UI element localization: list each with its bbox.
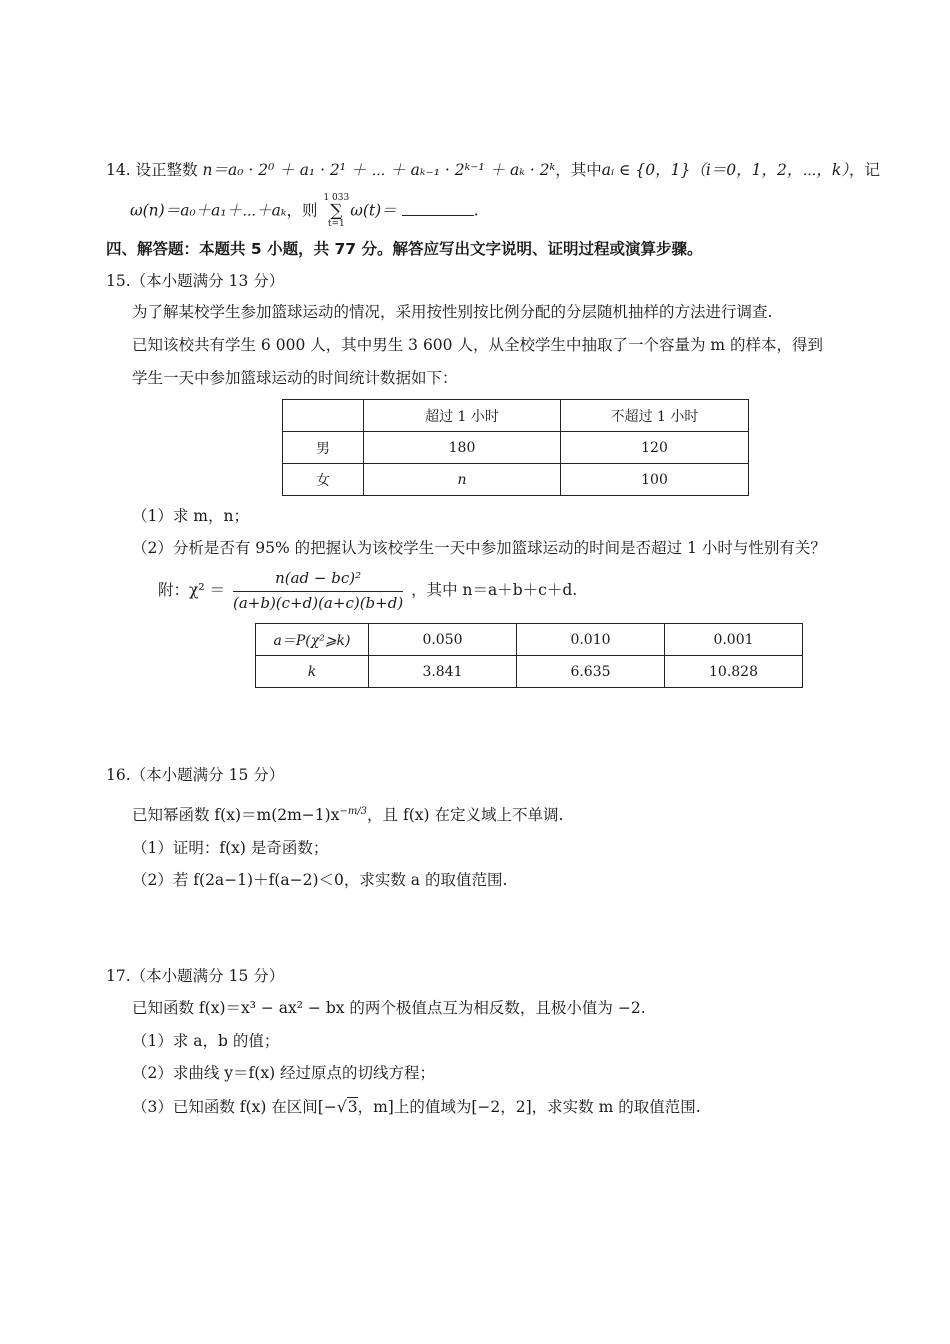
table-cell: n: [364, 464, 561, 496]
table-header-cell: 超过 1 小时: [364, 400, 561, 432]
q14-n-expansion: n＝a₀ · 2⁰ ＋ a₁ · 2¹ ＋ ⋯ ＋ aₖ₋₁ · 2ᵏ⁻¹ ＋ aₖ · 2ᵏ: [202, 161, 556, 179]
q15-part-2: （2）分析是否有 95% 的把握认为该校学生一天中参加篮球运动的时间是否超过 1 小时与性别有关？: [132, 539, 826, 557]
table-cell: 男: [283, 432, 364, 464]
formula-prefix: 附：χ² ＝: [158, 581, 226, 599]
q14-condition: aᵢ ∈ {0，1}（i＝0，1，2，⋯，k）: [601, 161, 849, 179]
table-cell: 女: [283, 464, 364, 496]
chi-square-formula: [158, 569, 577, 613]
table-cell: 100: [561, 464, 749, 496]
q15-part-1: （1）求 m，n；: [132, 507, 249, 525]
survey-table: [282, 399, 749, 496]
q14-suffix: ，记: [849, 161, 881, 179]
table-row: [256, 656, 803, 688]
table-cell: 6.635: [517, 656, 665, 688]
critical-value-table: [255, 623, 803, 688]
formula-fraction: [233, 569, 403, 613]
q16-title: 16.（本小题满分 15 分）: [106, 766, 285, 784]
q16-stem-start: 已知幂函数 f(x)＝m(2m−1)x: [132, 806, 340, 825]
q14-line1: [106, 160, 880, 180]
q14-summand: ω(t)＝: [350, 201, 397, 220]
q16-exponent: −m/3: [339, 806, 368, 817]
section-heading: 四、解答题：本题共 5 小题，共 77 分。解答应写出文字说明、证明过程或演算步骤。: [106, 240, 703, 258]
q16-part-1: （1）证明：f(x) 是奇函数；: [132, 839, 329, 857]
table-row: [256, 624, 803, 656]
table-cell: 120: [561, 432, 749, 464]
table-header-cell: 不超过 1 小时: [561, 400, 749, 432]
q15-paragraph-3: 学生一天中参加篮球运动的时间统计数据如下：: [132, 369, 458, 387]
q16-stem: [132, 805, 563, 825]
formula-numerator: n(ad − bc)²: [233, 569, 403, 592]
q15-title: 15.（本小题满分 13 分）: [106, 272, 285, 290]
q17-part-3: [132, 1097, 701, 1117]
q17-part-3-end: ，m]上的值域为[−2，2]，求实数 m 的取值范围.: [357, 1098, 701, 1116]
sqrt-radicand: 3: [347, 1098, 358, 1116]
formula-suffix: ，其中 n＝a＋b＋c＋d.: [411, 581, 578, 599]
table-row: [283, 432, 749, 464]
q14-then: ，则: [286, 201, 318, 220]
q14-prefix: 设正整数: [135, 161, 198, 179]
table-header-row: [283, 400, 749, 432]
table-cell: 0.050: [369, 624, 517, 656]
table-cell: 0.001: [665, 624, 803, 656]
formula-denominator: (a+b)(c+d)(a+c)(b+d): [232, 593, 404, 612]
q14-line2: [130, 194, 479, 229]
table-cell: k: [256, 656, 369, 688]
q15-paragraph-1: 为了解某校学生参加篮球运动的情况，采用按性别按比例分配的分层随机抽样的方法进行调查.: [132, 303, 773, 321]
sum-upper-limit: 1 033: [323, 193, 350, 203]
sum-lower-limit: t=1: [327, 219, 345, 229]
table-cell: 0.010: [517, 624, 665, 656]
q17-part-3-start: （3）已知函数 f(x) 在区间[−: [132, 1098, 337, 1116]
q14-number: 14.: [106, 161, 131, 179]
q17-part-2: （2）求曲线 y＝f(x) 经过原点的切线方程；: [132, 1064, 436, 1082]
table-cell: 3.841: [369, 656, 517, 688]
table-cell: 10.828: [665, 656, 803, 688]
q14-omega-def: ω(n)＝a₀＋a₁＋⋯＋aₖ: [130, 201, 287, 220]
table-header-cell: [283, 400, 364, 432]
q16-stem-end: ，且 f(x) 在定义域上不单调.: [367, 806, 564, 825]
q17-part-1: （1）求 a，b 的值；: [132, 1032, 280, 1050]
table-row: [283, 464, 749, 496]
q14-mid: ，其中: [555, 161, 602, 179]
table-cell: 180: [364, 432, 561, 464]
q17-stem: 已知函数 f(x)＝x³ − ax² − bx 的两个极值点互为相反数，且极小值为 −2.: [132, 999, 646, 1017]
sigma-glyph: ∑: [330, 201, 343, 221]
q17-title: 17.（本小题满分 15 分）: [106, 967, 285, 985]
summation-symbol: [323, 194, 349, 229]
sqrt-symbol: √: [336, 1098, 347, 1116]
answer-blank[interactable]: [402, 201, 474, 216]
q15-paragraph-2: 已知该校共有学生 6 000 人，其中男生 3 600 人，从全校学生中抽取了一个容量为 m 的样本，得到: [132, 336, 824, 354]
q14-end: .: [473, 201, 479, 220]
q16-part-2: （2）若 f(2a−1)＋f(a−2)＜0，求实数 a 的取值范围.: [132, 871, 508, 889]
table-cell: a＝P(χ²⩾k): [256, 624, 369, 656]
